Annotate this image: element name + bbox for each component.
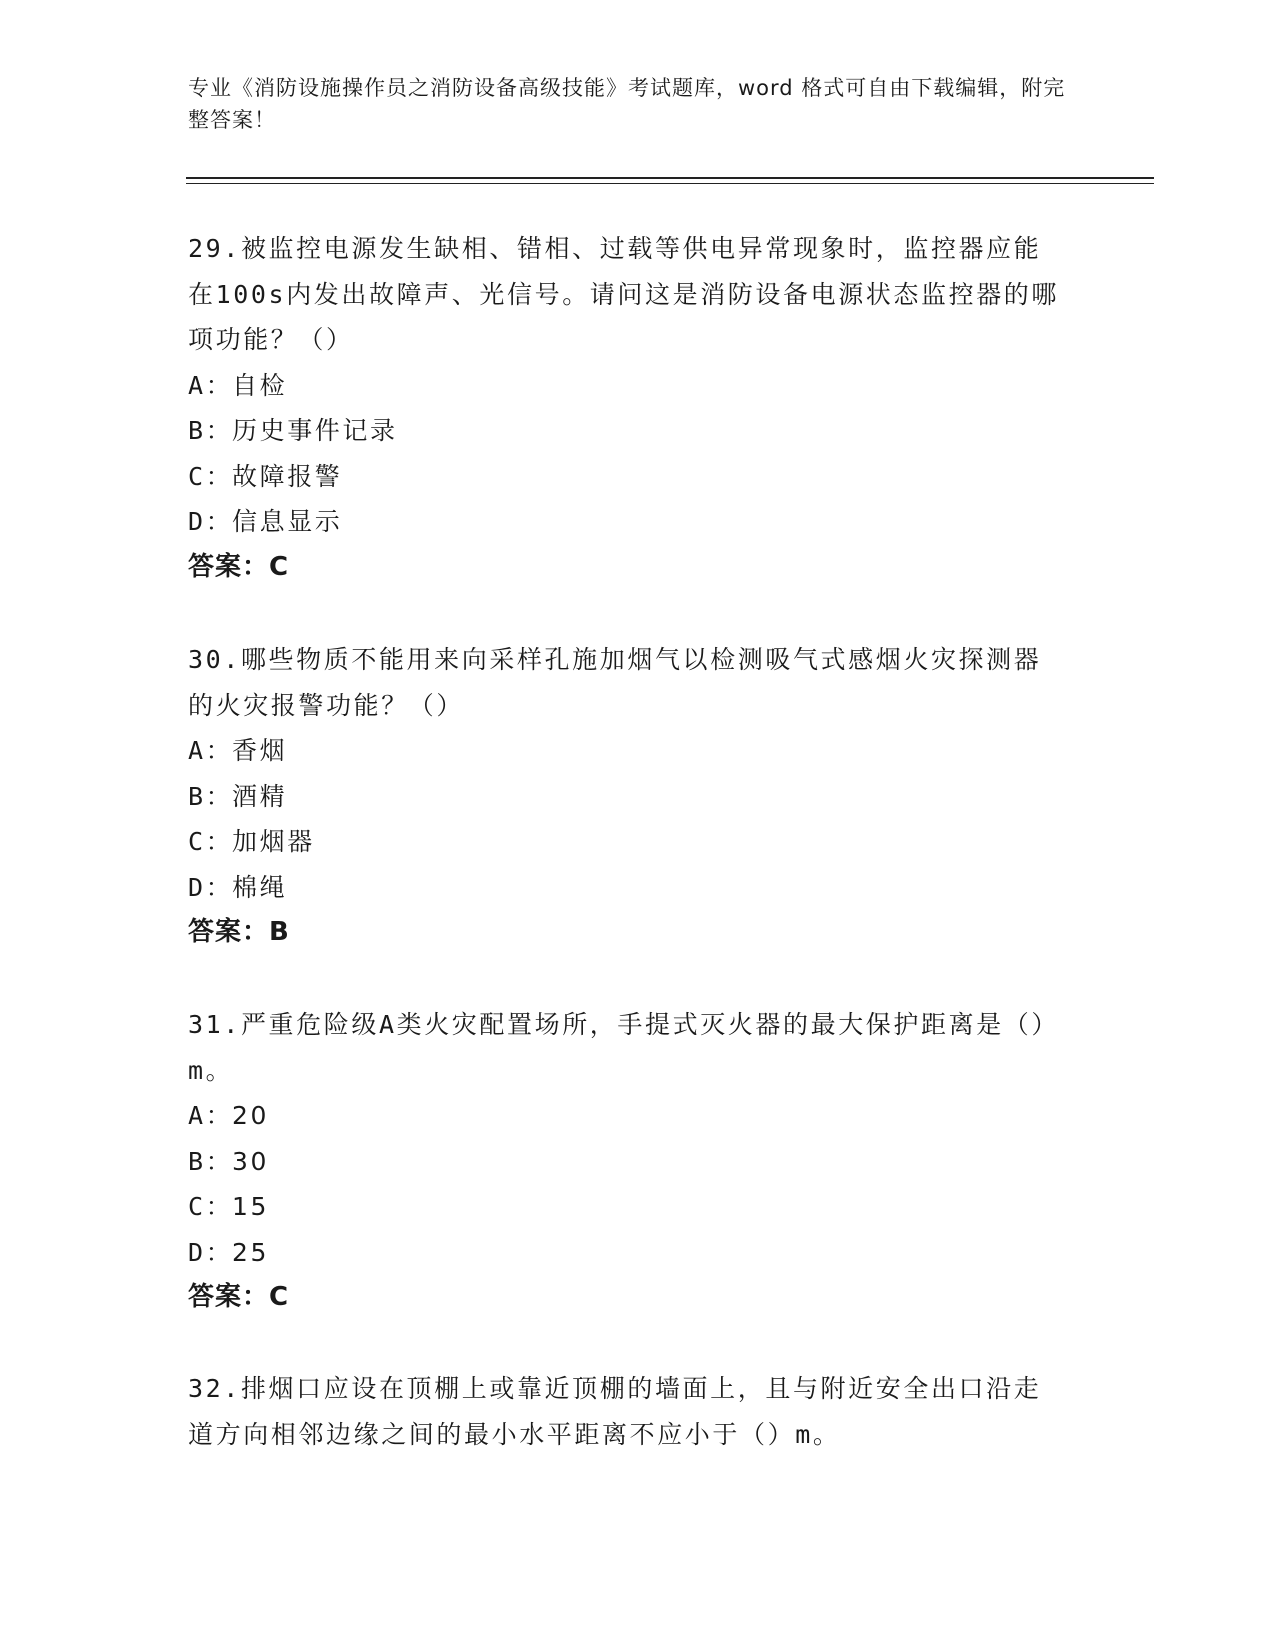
option-key: B： (188, 1146, 234, 1176)
option-b (188, 408, 1068, 454)
option-text: 30 (232, 1146, 270, 1176)
option-b (188, 774, 1068, 820)
option-text: 酒精 (232, 781, 288, 811)
option-a (188, 363, 1068, 409)
option-key: C： (188, 827, 234, 856)
question-32 (188, 1366, 1068, 1457)
document-header: 专业《消防设施操作员之消防设备高级技能》考试题库，word 格式可自由下载编辑，附完整答案！ (188, 76, 1066, 132)
option-key: C： (188, 461, 234, 491)
question-29 (188, 226, 1068, 590)
option-c (188, 454, 1068, 500)
option-d (188, 865, 1068, 911)
option-c (188, 819, 1068, 865)
option-key: D： (188, 1237, 234, 1267)
option-text: 20 (232, 1101, 270, 1130)
option-text: 棉绳 (232, 872, 288, 902)
option-key: D： (188, 507, 234, 536)
header-divider-thick (186, 177, 1154, 179)
option-a (188, 1093, 1068, 1139)
option-text: 香烟 (232, 736, 288, 765)
option-key: C： (188, 1192, 234, 1221)
answer: 答案：C (188, 1282, 290, 1312)
option-text: 25 (232, 1237, 270, 1267)
option-c (188, 1184, 1068, 1230)
option-a (188, 728, 1068, 774)
question-stem: 31.严重危险级A类火灾配置场所，手提式灭火器的最大保护距离是（）m。 (188, 1010, 1060, 1085)
option-text: 信息显示 (232, 507, 343, 536)
question-30 (188, 637, 1068, 956)
option-text: 故障报警 (232, 461, 343, 491)
question-stem: 32.排烟口应设在顶棚上或靠近顶棚的墙面上，且与附近安全出口沿走道方向相邻边缘之间的最小水平距离不应小于（）m。 (188, 1374, 1042, 1449)
option-key: B： (188, 781, 234, 811)
option-key: A： (188, 1101, 234, 1130)
option-key: A： (188, 370, 234, 400)
option-text: 自检 (232, 370, 288, 400)
option-key: B： (188, 416, 234, 445)
question-stem: 30.哪些物质不能用来向采样孔施加烟气以检测吸气式感烟火灾探测器的火灾报警功能？（） (188, 645, 1042, 720)
option-text: 15 (232, 1192, 270, 1221)
question-stem: 29.被监控电源发生缺相、错相、过载等供电异常现象时，监控器应能在100s内发出故障声、光信号。请问这是消防设备电源状态监控器的哪项功能？（） (188, 234, 1060, 354)
option-b (188, 1139, 1068, 1185)
option-key: D： (188, 872, 234, 902)
option-key: A： (188, 736, 234, 765)
option-d (188, 1230, 1068, 1276)
option-text: 历史事件记录 (232, 416, 398, 445)
header-divider-thin (186, 183, 1154, 184)
question-31 (188, 1002, 1068, 1321)
answer: 答案：C (188, 551, 290, 582)
option-d (188, 499, 1068, 545)
option-text: 加烟器 (232, 827, 315, 856)
answer: 答案：B (188, 917, 290, 947)
